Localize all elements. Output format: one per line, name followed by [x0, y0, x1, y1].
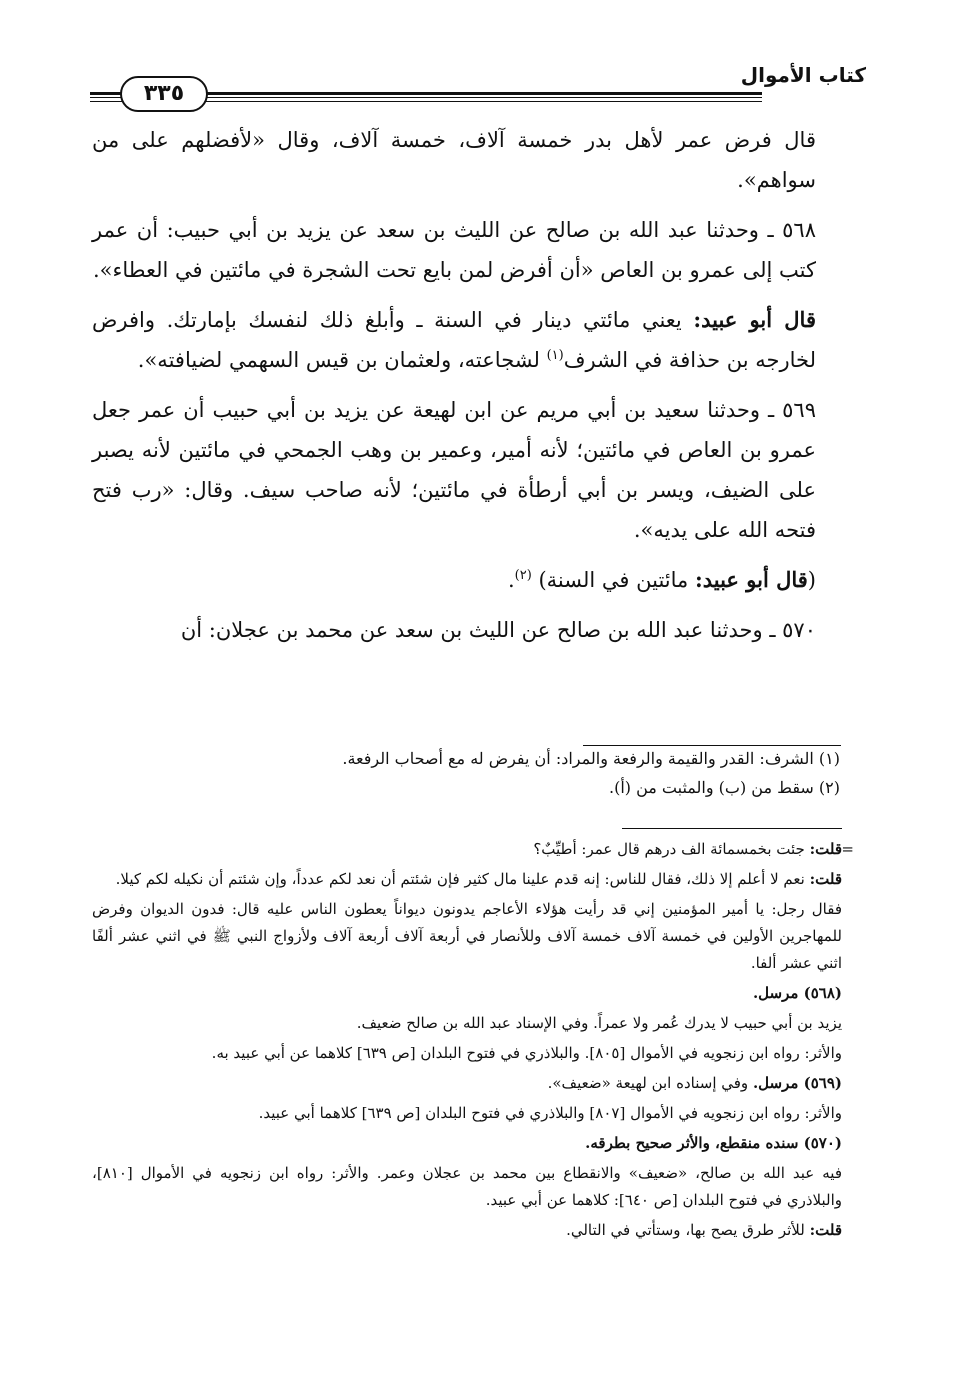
page-number: ٣٣٥: [120, 76, 208, 112]
paragraph-569: ٥٦٩ ـ وحدثنا سعيد بن أبي مريم عن ابن لهيعة عن يزيد بن أبي حبيب أن عمر جعل عمرو بن العاص في مائتين؛ لأنه أمير، وعمير بن وهب الجمحي في مائتين لأنه يصبر على الضيف، ويسر بن أبي أرطأة في مائتين؛ لأنه صاحب سيف. وقال: «رب فتح فتحه الله على يديه».: [92, 398, 816, 542]
commentary: [92, 836, 854, 1247]
footnotes: [92, 744, 840, 802]
speaker-label: قال أبو عبيد:: [693, 307, 816, 332]
bracket: ): [538, 568, 547, 592]
paragraph-568: ٥٦٨ ـ وحدثنا عبد الله بن صالح عن الليث بن سعد عن يزيد بن أبي حبيب: أن عمر كتب إلى عمرو بن العاص «أن أفرض لمن بايع تحت الشجرة في مائتين في العطاء».: [92, 218, 816, 282]
footnote-2: (٢) سقط من (ب) والمثبت من (أ).: [608, 778, 840, 797]
footnote-1: (١) الشرف: القدر والقيمة والرفعة والمراد: أن يفرض له مع أصحاب الرفعة.: [342, 749, 840, 768]
running-title: كتاب الأموال: [740, 63, 866, 87]
commentary-heading-570: (٥٧٠) سنده منقطع، والأثر صحيح بطرقه.: [585, 1134, 842, 1152]
commentary-line: والأثر: رواه ابن زنجويه في الأموال [٨٠٥]. والبلاذري في فتوح البلدان [ص ٦٣٩] كلاهما عن أبي عبيد به.: [211, 1044, 842, 1062]
paragraph-text: يعني مائتي دينار في السنة ـ وأبلغ ذلك لنفسك بإمارتك. وافرض لخارجه بن حذافة في الشرف: [92, 308, 816, 372]
paragraph-abu-ubaid-2: [92, 560, 816, 600]
commentary-line: فيه عبد الله بن صالح، «ضعيف» والانقطاع بين محمد بن عجلان وعمر. والأثر: رواه ابن زنجويه في الأموال [٨١٠]، والبلاذري في فتوح البلدان [ص ٦٤٠]: كلاهما عن أبي عبيد.: [92, 1164, 842, 1209]
commentary-line: [92, 836, 842, 863]
commentary-divider: [622, 828, 842, 829]
note-text: نعم لا أعلم إلا ذلك، فقال للناس: إنه قدم علينا مال كثير فإن شئتم أن نعد لكم عدداً، وإن شئتم أن نكيله لكم كيلا.: [115, 870, 810, 888]
paragraph-text: لشجاعته، ولعثمان بن قيس السهمي لضيافته».: [137, 348, 547, 372]
commentary-heading-569: [92, 1070, 842, 1097]
note-text: جئت بخمسمائة الف درهم قال عمر: أطيِّبٌ؟: [533, 840, 810, 858]
paragraph-abu-ubaid: [92, 300, 816, 380]
footnote-ref[interactable]: (٢): [514, 568, 532, 583]
paragraph: قال فرض عمر لأهل بدر خمسة آلاف، خمسة آلاف، وقال «لأفضلهم على من سواهم».: [92, 128, 816, 192]
main-text: [92, 120, 816, 660]
bracket: (: [807, 568, 816, 592]
note-label: قلت:: [809, 870, 842, 888]
commentary-line: فقال رجل: يا أمير المؤمنين إني قد رأيت هؤلاء الأعاجم يدونون ديواناً يعطون الناس عليه قال: فدون الديوان وفرض للمهاجرين الأولين في خمسة آلاف خمسة آلاف وللأنصار في أربعة آلاف أربعة آلاف ولأزواج النبي ﷺ في اثني عشر ألفًا اثني عشر ألفا.: [92, 900, 842, 972]
commentary-line: [92, 1217, 842, 1244]
footnote-ref[interactable]: (١): [546, 348, 564, 363]
note-label: قلت:: [809, 840, 842, 858]
paragraph-570: ٥٧٠ ـ وحدثنا عبد الله بن صالح عن الليث بن سعد عن محمد بن عجلان: أن: [180, 618, 816, 642]
paragraph-text: .: [507, 568, 515, 592]
page-header: [90, 62, 866, 104]
commentary-line: والأثر: رواه ابن زنجويه في الأموال [٨٠٧] والبلاذري في فتوح البلدان [ص ٦٣٩] كلاهما أبي عبيد.: [258, 1104, 842, 1122]
continuation-mark: =: [841, 840, 854, 858]
commentary-line: يزيد بن أبي حبيب لا يدرك عُمر ولا عمراً. وفي الإسناد عبد الله بن صالح ضعيف.: [356, 1014, 842, 1032]
paragraph-text: مائتين في السنة: [546, 568, 695, 592]
speaker-label: قال أبو عبيد:: [694, 567, 808, 592]
note-text: وفي إسناده ابن لهيعة «ضعيف».: [547, 1074, 753, 1092]
commentary-line: [92, 866, 842, 893]
heading-label: (٥٦٩) مرسل.: [752, 1074, 842, 1092]
note-label: قلت:: [809, 1221, 842, 1239]
note-text: للأثر طرق يصح بها، وستأتي في التالي.: [566, 1221, 810, 1239]
commentary-heading-568: (٥٦٨) مرسل.: [752, 984, 842, 1002]
